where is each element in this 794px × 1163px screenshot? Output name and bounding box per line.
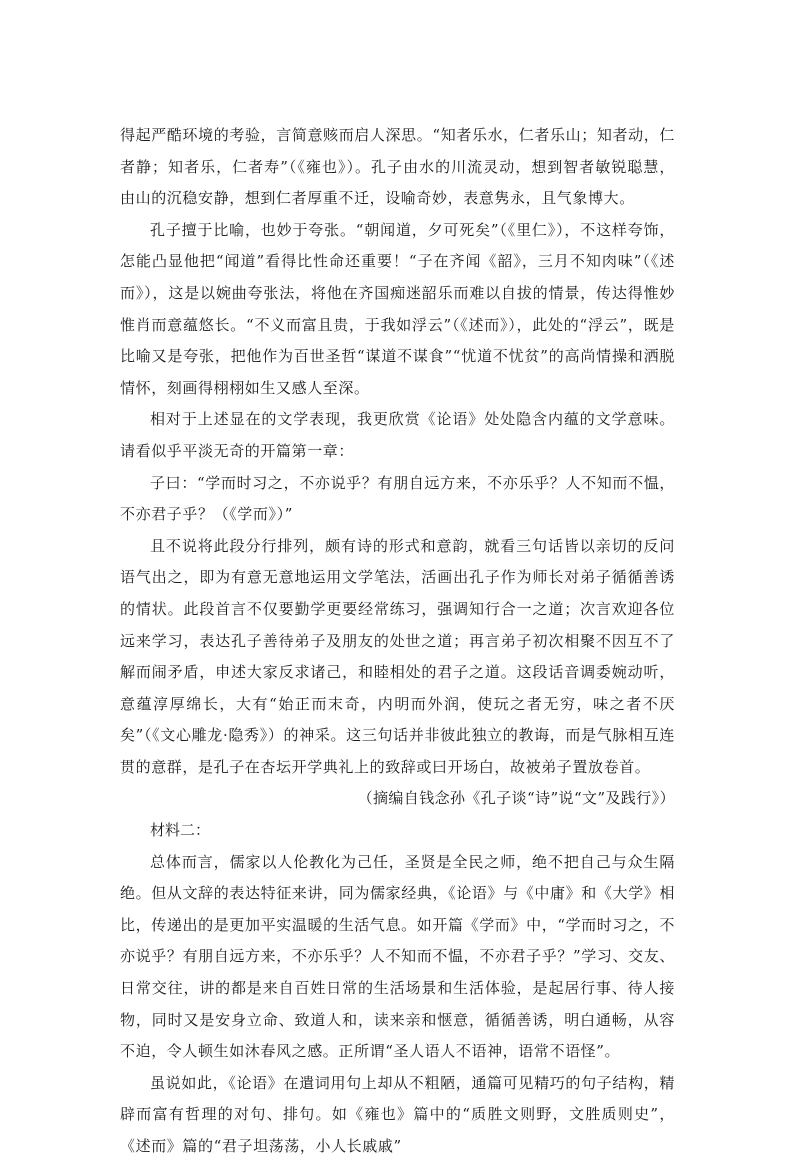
paragraph-material-two-overview: 总体而言，儒家以人伦教化为己任，圣贤是全民之师，绝不把自己与众生隔绝。但从文辞的表达特征来讲，同为儒家经典，《论语》与《中庸》和《大学》相比，传递出的是更加平实温暖的生活气息。如开篇《学而》中，“学而时习之，不亦说乎？有朋自远方来，不亦乐乎？人不知而不愠，不亦君子乎？”学习、交友、日常交往，讲的都是来自百姓日常的生活场景和生活体验，是起居行事、待人接物，同时又是安身立命、致道人和，读来亲和惬意，循循善诱，明白通畅，从容不迫，令人顿生如沐春风之感。正所谓“圣人语人不语神，语常不语怪”。 xyxy=(120,852,675,1061)
paragraph-continuation: 得起严酷环境的考验，言简意赅而启人深思。“知者乐水，仁者乐山；知者动，仁者静；知者乐，仁者寿”（《雍也》）。孔子由水的川流灵动，想到智者敏锐聪慧，由山的沉稳安静，想到仁者厚重不迁，设喻奇妙，表意隽永，且气象博大。 xyxy=(120,126,675,208)
document-page xyxy=(120,120,675,1155)
paragraph-metaphor-hyperbole: 孔子擅于比喻，也妙于夸张。“朝闻道，夕可死矣”（《里仁》），不这样夸饰，怎能凸显他把“闻道”看得比性命还重要！“子在齐闻《韶》，三月不知肉味”（《述而》），这是以婉曲夸张法，将他在齐国痴迷韶乐而难以自拔的情景，传达得惟妙惟肖而意蕴悠长。“不义而富且贵，于我如浮云”（《述而》），此处的“浮云”，既是比喻又是夸张，把他作为百世圣哲“谋道不谋食”“忧道不忧贫”的高尚情操和洒脱情怀，刻画得栩栩如生又感人至深。 xyxy=(120,220,675,397)
source-citation: （摘编自钱念孙《孔子谈“诗”说“文”及践行》） xyxy=(357,789,675,808)
paragraph-analysis: 且不说将此段分行排列，颇有诗的形式和意韵，就看三句话皆以亲切的反问语气出之，即为有意无意地运用文学笔法，活画出孔子作为师长对弟子循循善诱的情状。此段首言不仅要勤学更要经常练习，强调知行合一之道；次言欢迎各位远来学习，表达孔子善待弟子及朋友的处世之道；再言弟子初次相聚不因互不了解而闹矛盾，申述大家反求诸己，和睦相处的君子之道。这段话音调委婉动听，意蕴淳厚绵长，大有“始正而末奇，内明而外润，使玩之者无穷，味之者不厌矣”（《文心雕龙·隐秀》）的神采。这三句话并非彼此独立的教诲，而是气脉相互连贯的意群，是孔子在杏坛开学典礼上的致辞或曰开场白，故被弟子置放卷首。 xyxy=(120,536,675,776)
paragraph-quote-xueer: 子曰：“学而时习之，不亦说乎？有朋自远方来，不亦乐乎？人不知而不愠，不亦君子乎？（《学而》）” xyxy=(120,473,675,524)
paragraph-hidden-literary: 相对于上述显在的文学表现，我更欣赏《论语》处处隐含内蕴的文学意味。请看似乎平淡无奇的开篇第一章： xyxy=(120,410,675,460)
section-heading-material-two: 材料二： xyxy=(150,821,211,840)
paragraph-material-two-diction: 虽说如此，《论语》在遣词用句上却从不粗陋，通篇可见精巧的句子结构，精辟而富有哲理的对句、排句。如《雍也》篇中的“质胜文则野，文胜质则史”，《述而》篇的“君子坦荡荡，小人长戚戚” xyxy=(120,1073,675,1155)
